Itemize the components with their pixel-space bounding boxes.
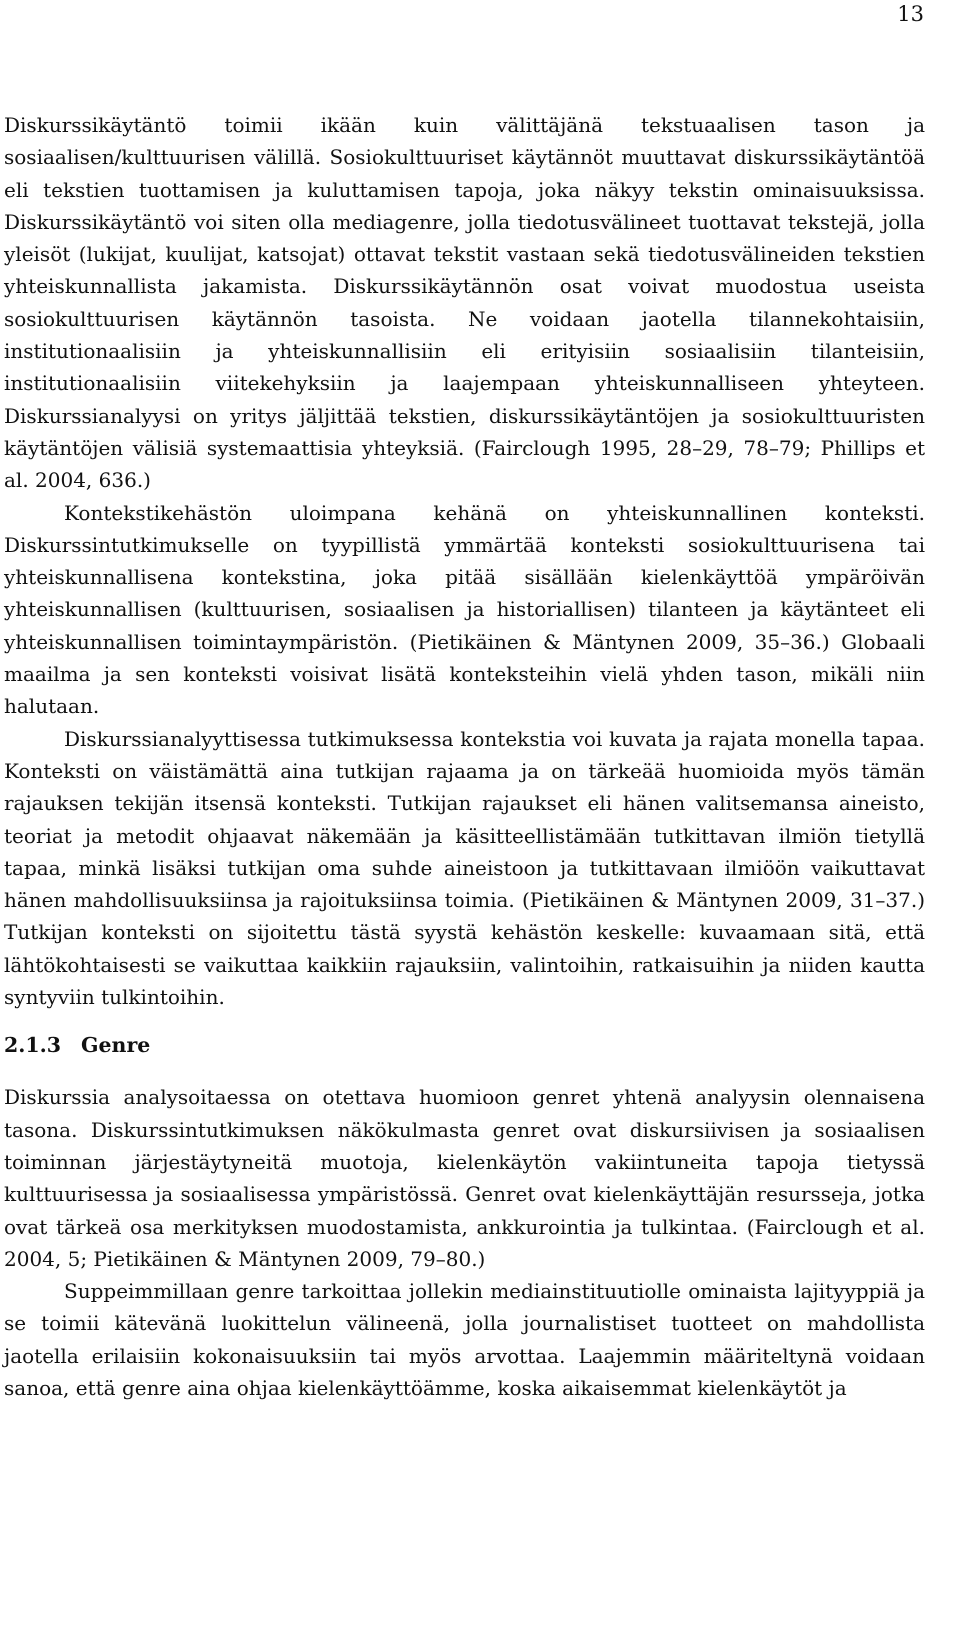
document-body xyxy=(4,109,925,1404)
paragraph-discourse-practice: Diskurssikäytäntö toimii ikään kuin välittäjänä tekstuaalisen tason ja sosiaalisen/kulttuurisen välillä. Sosiokulttuuriset käytännöt muuttavat diskurssikäytäntöä eli tekstien tuottamisen ja kuluttamisen tapoja, joka näkyy tekstin ominaisuuksissa. Diskurssikäytäntö voi siten olla mediagenre, jolla tiedotusvälineet tuottavat tekstejä, jolla yleisöt (lukijat, kuulijat, katsojat) ottavat tekstit vastaan sekä tiedotusvälineiden tekstien yhteiskunnallista jakamista. Diskurssikäytännön osat voivat muodostua useista sosiokulttuurisen käytännön tasoista. Ne voidaan jaotella tilannekohtaisiin, institutionaalisiin ja yhteiskunnallisiin eli erityisiin sosiaalisiin tilanteisiin, institutionaalisiin viitekehyksiin ja laajempaan yhteiskunnalliseen yhteyteen. Diskurssianalyysi on yritys jäljittää tekstien, diskurssikäytäntöjen ja sosiokulttuuristen käytäntöjen välisiä systemaattisia yhteyksiä. (Fairclough 1995, 28–29, 78–79; Phillips et al. 2004, 636.) xyxy=(4,113,925,493)
paragraph-researcher-context: Diskurssianalyyttisessa tutkimuksessa kontekstia voi kuvata ja rajata monella tapaa. Konteksti on väistämättä aina tutkijan rajaama ja on tärkeää huomioida myös tämän rajauksen tekijän itsensä konteksti. Tutkijan rajaukset eli hänen valitsemansa aineisto, teoriat ja metodit ohjaavat näkemään ja käsitteellistämään tutkittavan ilmiön tietyllä tapaa, minkä lisäksi tutkijan oma suhde aineistoon ja tutkittavaan ilmiöön vaikuttavat hänen mahdollisuuksiinsa ja rajoituksiinsa toimia. (Pietikäinen & Mäntynen 2009, 31–37.) Tutkijan konteksti on sijoitettu tästä syystä kehästön keskelle: kuvaamaan sitä, että lähtökohtaisesti se vaikuttaa kaikkiin rajauksiin, valintoihin, ratkaisuihin ja niiden kautta syntyviin tulkintoihin. xyxy=(4,726,925,1010)
page-number: 13 xyxy=(897,2,924,26)
paragraph-social-context: Kontekstikehästön uloimpana kehänä on yhteiskunnallinen konteksti. Diskurssintutkimukselle on tyypillistä ymmärtää konteksti sosiokulttuurisena tai yhteiskunnallisena kontekstina, joka pitää sisällään kielenkäyttöä ympäröivän yhteiskunnallisen (kulttuurisen, sosiaalisen ja historiallisen) tilanteen ja käytänteet eli yhteiskunnallisen toimintaympäristön. (Pietikäinen & Mäntynen 2009, 35–36.) Globaali maailma ja sen konteksti voisivat lisätä konteksteihin vielä yhden tason, mikäli niin halutaan. xyxy=(4,500,925,719)
section-title: Genre xyxy=(81,1033,151,1058)
section-number: 2.1.3 xyxy=(4,1033,62,1058)
section-heading xyxy=(4,1013,925,1081)
paragraph-genre-definition: Diskurssia analysoitaessa on otettava huomioon genret yhtenä analyysin olennaisena tasona. Diskurssintutkimuksen näkökulmasta genret ovat diskursiivisen ja sosiaalisen toiminnan järjestäytyneitä muotoja, kielenkäytön vakiintuneita tapoja tietyssä kulttuurisessa ja sosiaalisessa ympäristössä. Genret ovat kielenkäyttäjän resursseja, jotka ovat tärkeä osa merkityksen muodostamista, ankkurointia ja tulkintaa. (Fairclough et al. 2004, 5; Pietikäinen & Mäntynen 2009, 79–80.) xyxy=(4,1085,925,1271)
paragraph-genre-narrow: Suppeimmillaan genre tarkoittaa jollekin mediainstituutiolle ominaista lajityyppiä ja se toimii kätevänä luokittelun välineenä, jolla journalistiset tuotteet on mahdollista jaotella erilaisiin kokonaisuuksiin tai myös arvottaa. Laajemmin määriteltynä voidaan sanoa, että genre aina ohjaa kielenkäyttöämme, koska aikaisemmat kielenkäytöt ja xyxy=(4,1279,925,1400)
